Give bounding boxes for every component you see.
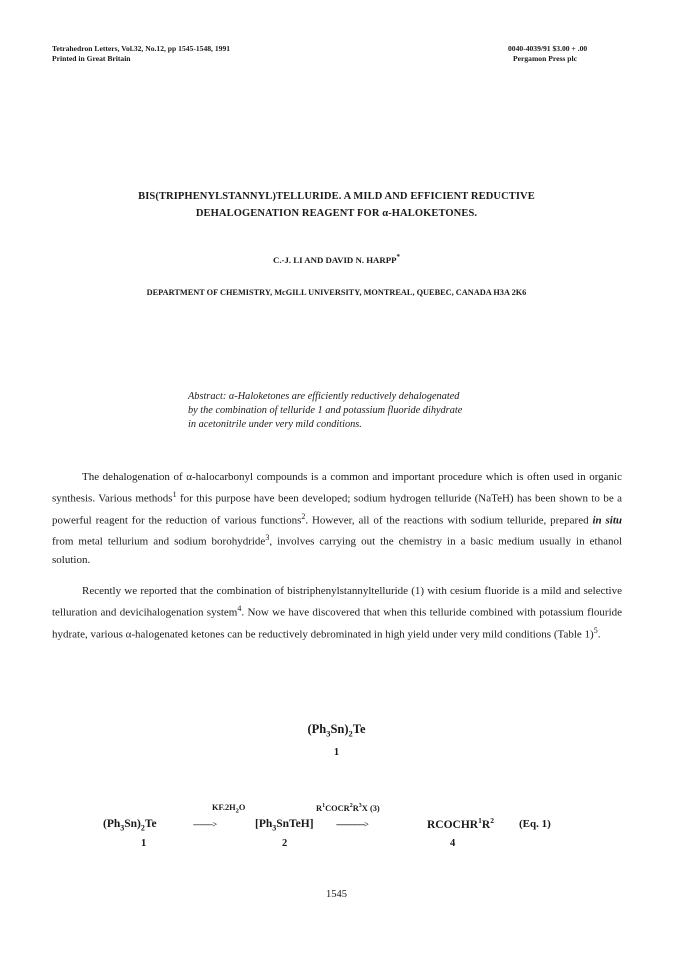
equation-label: (Eq. 1) — [519, 818, 551, 830]
compound-1-number: 1 — [333, 747, 340, 758]
eq-number-4: 4 — [450, 838, 456, 849]
abstract-label: Abstract: — [188, 391, 227, 402]
abstract-line-3: in acetonitrile under very mild conditions. — [188, 418, 362, 430]
publisher: Pergamon Press plc — [513, 54, 577, 63]
journal-citation: Tetrahedron Letters, Vol.32, No.12, pp 1545-1548, 1991 — [52, 44, 231, 53]
abstract-line-2: by the combination of telluride 1 and potassium fluoride dihydrate — [188, 404, 463, 416]
printed-in: Printed in Great Britain — [52, 54, 131, 63]
eq-intermediate: $[Ph_3SnTeH]$ — [255, 818, 314, 833]
ref-4: 4 — [237, 604, 242, 613]
ref-5: 5 — [593, 625, 598, 635]
affiliation: DEPARTMENT OF CHEMISTRY, McGILL UNIVERSITY, MONTREAL, QUEBEC, CANADA H3A 2K6 — [146, 288, 527, 297]
title-line-1: BIS(TRIPHENYLSTANNYL)TELLURIDE. A MILD AND EFFICIENT REDUCTIVE — [138, 191, 535, 202]
eq-number-1: 1 — [141, 838, 147, 849]
ref-2: 2 — [301, 511, 306, 521]
page-number: 1545 — [326, 889, 347, 900]
reagent-haloketone: $R^1COCR^2R^3X$ (3) — [316, 803, 380, 813]
eq-start-material: $(Ph_3Sn)_2Te$ — [103, 818, 157, 833]
paragraph-1: The dehalogenation of α-halocarbonyl compounds is a common and important procedure which is often used in organic synthesis. Various methods$^1$ for this purpose have been developed; sodium hydrogen telluride (NaTeH) has been shown to be a powerful reagent for the reduction of various functions$^2$. However, all of the reactions with sodium telluride, prepared in situ from metal tellurium and sodium borohydride$^3$, involves carrying out the chemistry in a basic medium usually in ethanol solution. — [52, 471, 623, 566]
article-code: 0040-4039/91 $3.00 + .00 — [508, 44, 588, 53]
abstract — [188, 390, 608, 431]
reagent-kf: $KF.2H_2O$ — [212, 803, 246, 815]
in-situ: in situ — [592, 514, 622, 527]
paragraph-2: Recently we reported that the combination of bistriphenylstannyltelluride (1) with cesium fluoride is a mild and selective telluration and devicihalogenation system$^4$. Now we have discovered that when this telluride combined with potassium flouride hydrate, various α-halogenated ketones can be reductively debrominated in high yield under very mild conditions (Table 1)$^5$. — [52, 585, 623, 641]
abstract-line-1: α-Haloketones are efficiently reductively dehalogenated — [228, 391, 460, 402]
eq-number-2: 2 — [282, 838, 288, 849]
reaction-arrow-1: ---------> — [193, 820, 217, 829]
ref-1: 1 — [172, 490, 177, 499]
authors: C.-J. LI AND DAVID N. HARPP* — [273, 253, 400, 265]
eq-product: $RCOCHR^1R^2$ — [427, 816, 494, 831]
title-line-2: DEHALOGENATION REAGENT FOR α-HALOKETONES. — [195, 208, 478, 219]
ref-3: 3 — [265, 533, 270, 543]
reaction-arrow-2: -----------------> — [336, 820, 368, 829]
corresponding-author-mark: * — [396, 253, 400, 261]
compound-1-formula: $(Ph_3Sn)_2Te$ — [307, 722, 366, 739]
